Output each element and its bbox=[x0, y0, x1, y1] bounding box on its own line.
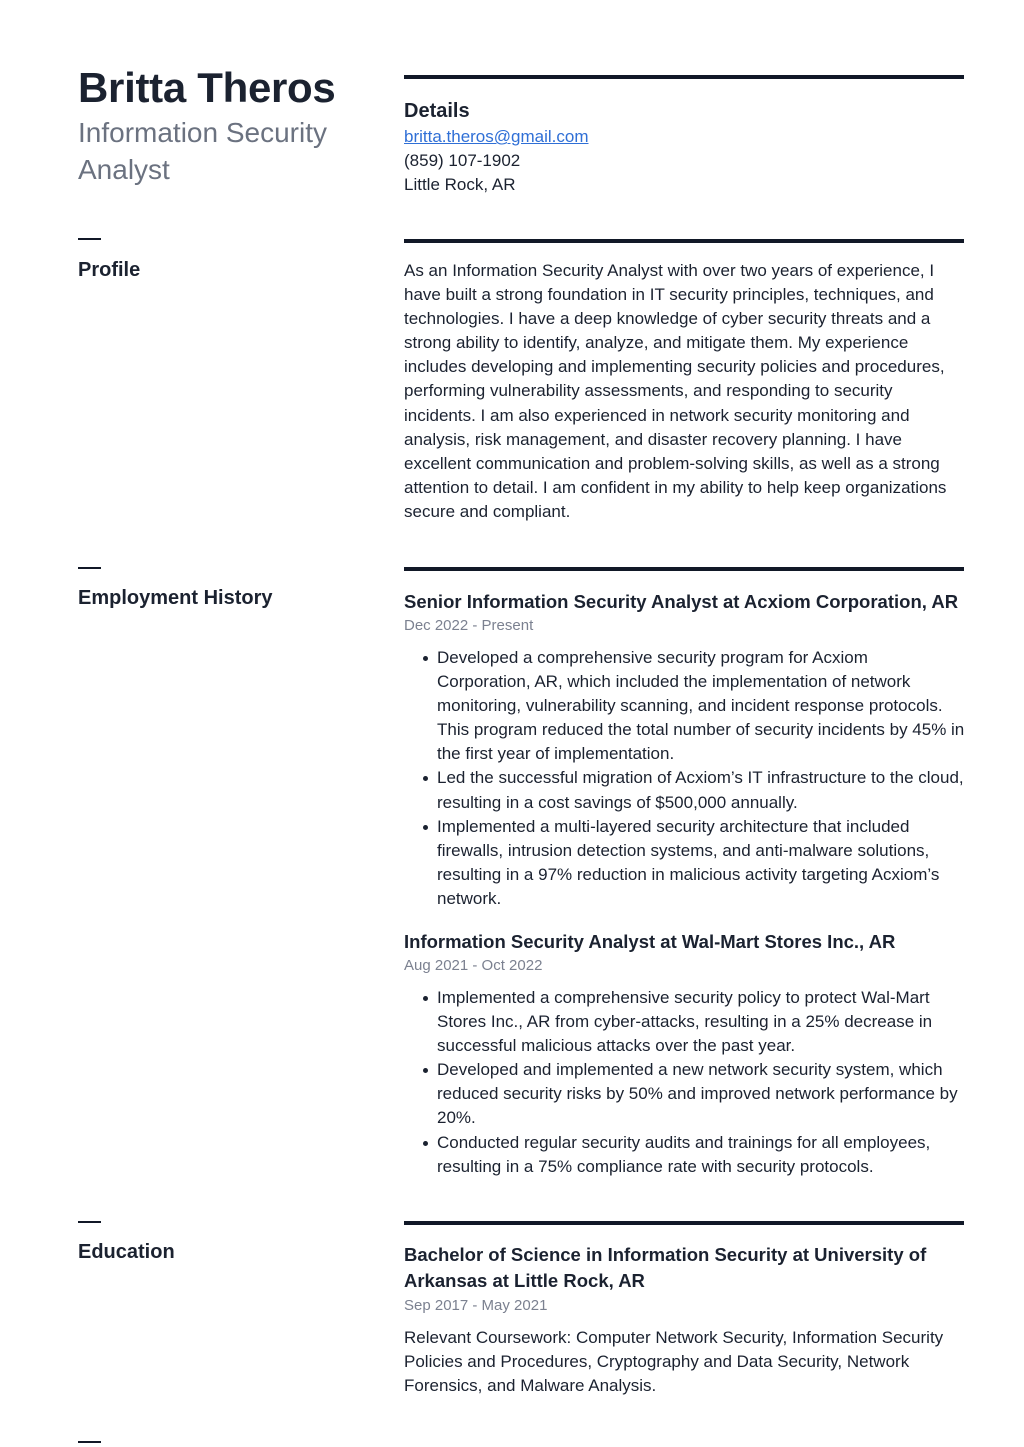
details-heading: Details bbox=[404, 100, 470, 122]
education-divider bbox=[404, 1221, 964, 1225]
employment-dash bbox=[78, 567, 101, 569]
education-coursework: Relevant Coursework: Computer Network Security, Information Security Policies and Procedures, Cryptography and Data Security, Network Forensics, and Malware Analysis. bbox=[404, 1328, 944, 1396]
list-item: Led the successful migration of Acxiom’s IT infrastructure to the cloud, resulting in a cost savings of $500,000 annually. bbox=[404, 766, 966, 814]
candidate-name: Britta Theros bbox=[78, 64, 336, 111]
list-item: Implemented a comprehensive security policy to protect Wal-Mart Stores Inc., AR from cyber-attacks, resulting in a 25% decrease in successful malicious attacks over the past year. bbox=[404, 986, 966, 1058]
list-item: Developed a comprehensive security program for Acxiom Corporation, AR, which included the implementation of network monitoring, vulnerability scanning, and incident response protocols. This program reduced the total number of security incidents by 45% in the first year of implementation. bbox=[404, 646, 966, 766]
degree-title: Bachelor of Science in Information Security at University of Arkansas at Little Rock, AR bbox=[404, 1244, 927, 1291]
list-item: Developed and implemented a new network security system, which reduced security risks by 50% and improved network performance by 20%. bbox=[404, 1058, 966, 1130]
list-item: Implemented a multi-layered security architecture that included firewalls, intrusion detection systems, and anti-malware solutions, resulting in a 97% reduction in malicious activity targeting Acxiom’s network. bbox=[404, 815, 966, 911]
job-title-1: Senior Information Security Analyst at Acxiom Corporation, AR bbox=[404, 591, 959, 612]
list-item: Conducted regular security audits and trainings for all employees, resulting in a 75% compliance rate with security protocols. bbox=[404, 1131, 966, 1179]
location: Little Rock, AR bbox=[404, 175, 516, 194]
job-bullets-2 bbox=[404, 986, 966, 1179]
next-section-dash bbox=[78, 1441, 101, 1443]
education-heading: Education bbox=[78, 1241, 175, 1263]
profile-heading: Profile bbox=[78, 259, 141, 281]
phone-number: (859) 107-1902 bbox=[404, 151, 521, 170]
profile-dash bbox=[78, 238, 101, 240]
job-dates-2: Aug 2021 - Oct 2022 bbox=[404, 957, 543, 974]
candidate-title: Information Security Analyst bbox=[78, 117, 327, 185]
employment-divider bbox=[404, 567, 964, 571]
education-dates: Sep 2017 - May 2021 bbox=[404, 1297, 548, 1314]
employment-heading: Employment History bbox=[78, 587, 273, 609]
profile-divider bbox=[404, 239, 964, 243]
details-divider bbox=[404, 75, 964, 79]
job-dates-1: Dec 2022 - Present bbox=[404, 617, 534, 634]
job-bullets-1 bbox=[404, 646, 966, 911]
profile-text: As an Information Security Analyst with over two years of experience, I have built a strong foundation in IT security principles, techniques, and technologies. I have a deep knowledge of cyber security threats and a strong ability to identify, analyze, and mitigate them. My experience includes developing and implementing security policies and procedures, performing vulnerability assessments, and responding to security incidents. I am also experienced in network security monitoring and analysis, risk management, and disaster recovery planning. I have excellent communication and problem-solving skills, as well as a strong attention to detail. I am confident in my ability to help keep organizations secure and compliant. bbox=[404, 261, 947, 521]
email-link[interactable]: britta.theros@gmail.com bbox=[404, 127, 589, 146]
job-title-2: Information Security Analyst at Wal-Mart Stores Inc., AR bbox=[404, 931, 896, 952]
education-dash bbox=[78, 1221, 101, 1223]
